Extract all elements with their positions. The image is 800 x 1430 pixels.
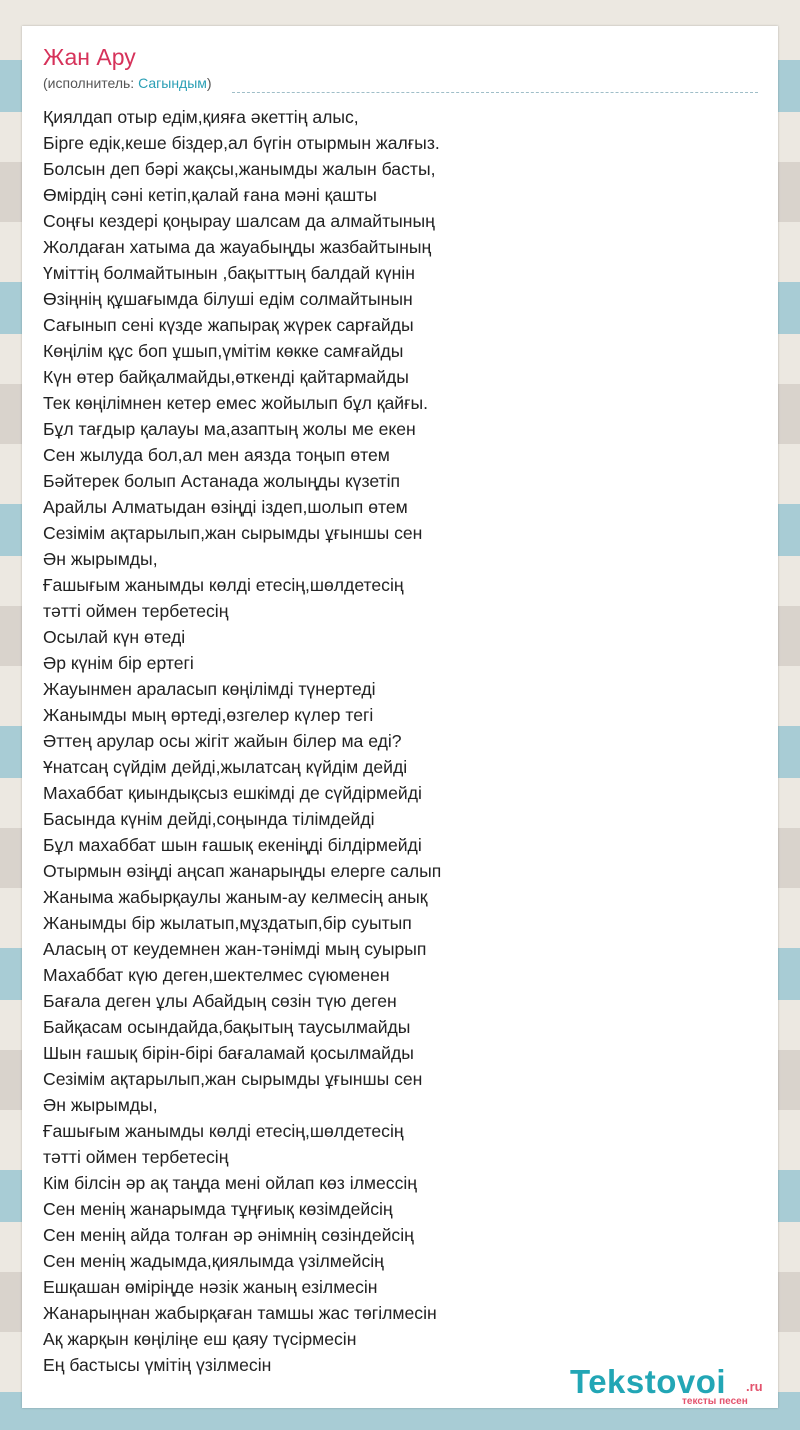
lyric-line: Шын ғашық бірін-бірі бағаламай қосылмайды — [43, 1043, 414, 1063]
lyric-line: Бұл тағдыр қалауы ма,азаптың жолы ме екен — [43, 419, 416, 439]
lyric-line: Сен жылуда бол,ал мен аязда тоңып өтем — [43, 445, 390, 465]
lyric-line: Ең бастысы үмітің үзілмесін — [43, 1355, 272, 1375]
lyric-line: Тек көңілімнен кетер емес жойылып бұл қайғы. — [43, 393, 429, 413]
lyric-line: Жолдаған хатыма да жауабыңды жазбайтының — [43, 237, 432, 257]
lyric-line: тәтті оймен тербетесің — [43, 601, 229, 621]
lyric-line: Ғашығым жанымды көлді етесің,шөлдетесің — [43, 1121, 404, 1141]
lyric-line: Жанарыңнан жабырқаған тамшы жас төгілмесін — [43, 1303, 437, 1323]
lyric-line: Сен менің жанарымда тұңғиық көзімдейсің — [43, 1199, 393, 1219]
lyric-line: Бәйтерек болып Астанада жолыңды күзетіп — [43, 471, 401, 491]
lyric-line: Өмірдің сәні кетіп,қалай ғана мәні қашты — [43, 185, 377, 205]
lyric-line: Отырмын өзіңді аңсап жанарыңды елерге салып — [43, 861, 442, 881]
lyric-line: Көңілім құс боп ұшып,үмітім көкке самғайды — [43, 341, 404, 361]
lyric-line: Ғашығым жанымды көлді етесің,шөлдетесің — [43, 575, 404, 595]
lyric-line: Жанымды мың өртеді,өзгелер күлер тегі — [43, 705, 374, 725]
lyric-line: Өзіңнің құшағымда білуші едім солмайтынын — [43, 289, 413, 309]
logo-tagline: тексты песен — [682, 1396, 748, 1407]
lyric-line: Арайлы Алматыдан өзіңді іздеп,шолып өтем — [43, 497, 408, 517]
lyric-line: Осылай күн өтеді — [43, 627, 186, 647]
lyric-line: Әр күнім бір ертегі — [43, 653, 194, 673]
lyric-line: Сезімім ақтарылып,жан сырымды ұғыншы сен — [43, 523, 423, 543]
lyric-line: Сен менің айда толған әр әнімнің сөзіндейсің — [43, 1225, 414, 1245]
lyric-line: Сағынып сені күзде жапырақ жүрек сарғайды — [43, 315, 414, 335]
logo-domain: .ru — [746, 1379, 763, 1394]
lyric-line: Жаныма жабырқаулы жаным-ау келмесің анық — [43, 887, 428, 907]
lyric-line: Бағала деген ұлы Абайдың сөзін түю деген — [43, 991, 397, 1011]
lyric-line: Үміттің болмайтынын ,бақыттың балдай күнін — [43, 263, 415, 283]
artist-link[interactable]: Сагындым — [138, 75, 207, 91]
lyric-line: Болсын деп бәрі жақсы,жанымды жалын басты, — [43, 159, 436, 179]
lyric-line: Ұнатсаң сүйдім дейді,жылатсаң күйдім дейді — [43, 757, 408, 777]
logo-text: Tekstovoi — [570, 1363, 727, 1400]
lyric-line: Сен менің жадымда,қиялымда үзілмейсің — [43, 1251, 384, 1271]
lyrics-card — [22, 26, 778, 1408]
lyrics-text — [43, 104, 441, 1378]
lyric-line: Күн өтер байқалмайды,өткенді қайтармайды — [43, 367, 409, 387]
lyric-line: Жанымды бір жылатып,мұздатып,бір суытып — [43, 913, 412, 933]
lyric-line: Кім білсін әр ақ таңда мені ойлап көз ілмессің — [43, 1173, 418, 1193]
performer-suffix: ) — [206, 75, 212, 91]
lyric-line: Бірге едік,кеше біздер,ал бүгін отырмын жалғыз. — [43, 133, 440, 153]
lyric-line: Ақ жарқын көңіліңе еш қаяу түсірмесін — [43, 1329, 357, 1349]
lyric-line: Ән жырымды, — [43, 1095, 158, 1115]
performer-line — [43, 74, 212, 92]
lyric-line: Байқасам осындайда,бақытың таусылмайды — [43, 1017, 411, 1037]
lyric-line: Басында күнім дейді,соңында тілімдейді — [43, 809, 375, 829]
lyric-line: Аласың от кеудемнен жан-тәнімді мың суырып — [43, 939, 427, 959]
performer-prefix: (исполнитель: — [43, 75, 139, 91]
lyric-line: Әттең арулар осы жігіт жайын білер ма еді? — [43, 731, 402, 751]
lyric-line: Ешқашан өміріңде нәзік жаның езілмесін — [43, 1277, 378, 1297]
lyric-line: Соңғы кездері қоңырау шалсам да алмайтының — [43, 211, 435, 231]
site-logo[interactable] — [570, 1362, 776, 1408]
lyric-line: Бұл махаббат шын ғашық екеніңді білдірмейді — [43, 835, 422, 855]
lyric-line: тәтті оймен тербетесің — [43, 1147, 229, 1167]
lyric-line: Сезімім ақтарылып,жан сырымды ұғыншы сен — [43, 1069, 423, 1089]
lyric-line: Махаббат күю деген,шектелмес сүюменен — [43, 965, 390, 985]
lyric-line: Қиялдап отыр едім,қияға әкеттің алыс, — [43, 107, 359, 127]
song-title: Жан Ару — [43, 44, 136, 70]
header-divider — [232, 92, 758, 93]
lyric-line: Махаббат қиындықсыз ешкімді де сүйдірмейді — [43, 783, 422, 803]
lyric-line: Ән жырымды, — [43, 549, 158, 569]
lyric-line: Жауынмен араласып көңілімді түнертеді — [43, 679, 376, 699]
